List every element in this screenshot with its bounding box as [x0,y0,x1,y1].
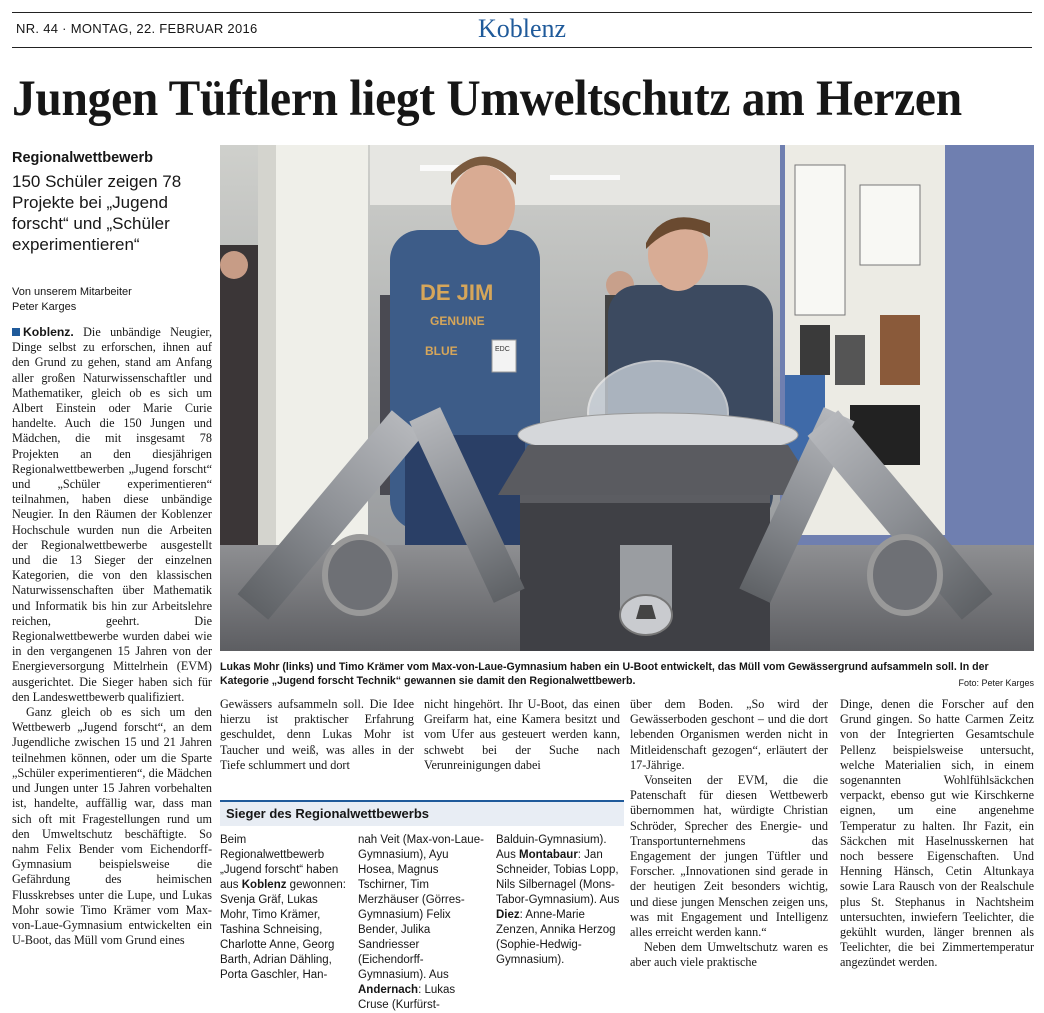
paragraph: Gewässers aufsammeln soll. Die Idee hierzu ist praktischer Erfahrung geschuldet, denn Lukas Mohr ist Taucher und weiß, was alles in der Tiefe schlummert und dort [220,697,414,772]
byline-author: Peter Karges [12,301,77,313]
shirt-print-1: DE JIM [420,280,494,305]
article-column-2 [220,697,414,773]
winners-box-title: Sieger des Regionalwettbewerbs [220,800,624,826]
winners-text: Balduin-Gymnasium). Aus [496,834,607,861]
paragraph-text: Die unbändige Neugier, Dinge selbst zu erforschen, ihnen auf den Grund zu gehen, stand am Anfang aller großen Naturwissenschaftler und Mathematiker, gleich ob es sich um Albert Einstein oder Marie Curie handelte. Auch die 150 Jungen und Mädchen, die mit insgesamt 78 Projekten an den diesjährigen Regionalwettbewerben „Jugend forscht“ und „Schüler experimentieren“ teilnahmen, haben diese unbändige Neugier. In den Räumen der Koblenzer Hochschule wurden nun die Arbeiten der Regionalwettbewerbe ausgestellt und die 13 Sieger der einzelnen Kategorien, die von den klassischen Naturwissenschaften über Mathematik und Informatik bis hin zur Arbeitslehre reichen, geehrt. Die Regionalwettbewerbe wurden dabei wie in den vergangenen 15 Jahren von der Energieversorgung Mittelrhein (EVM) ausgerichtet. Die Sieger haben sich für den Landeswettbewerb qualifiziert. [12,325,212,704]
subheadline: 150 Schüler zeigen 78 Projekte bei „Jugend forscht“ und „Schüler experimentieren“ [12,172,182,254]
paragraph: über dem Boden. „So wird der Gewässerboden geschont – und die dort lebenden Organismen werden nicht in Mitleidenschaft gezogen“, erläutert der 17-Jährige. [630,697,828,772]
winners-text: : Anne-Marie Zenzen, Annika Herzog (Sophie-Hedwig-Gymnasium). [496,909,616,966]
issue-line: NR. 44 · MONTAG, 22. FEBRUAR 2016 [16,21,258,36]
winners-city: Koblenz [241,879,287,891]
kicker: Regionalwettbewerb [12,150,153,166]
shirt-print-2: GENUINE [430,314,485,328]
winners-text: Beim Regionalwettbewerb „Jugend forscht“ haben aus [220,834,339,891]
winners-text: nah Veit (Max-von-Laue-Gymnasium), Ayu Hosea, Magnus Tschirner, Tim Merzhäuser (Görres-Gymnasium) Felix Bender, Julika Sandriesser (Eichendorff-Gymnasium). Aus [358,834,484,981]
photo-credit: Foto: Peter Karges [958,678,1034,688]
paragraph: nicht hingehört. Ihr U-Boot, das einen Greifarm hat, eine Kamera besitzt und vom Ufer aus gesteuert werden kann, schwebt bei der Suche nach Verunreinigungen dabei [424,697,620,772]
article-column-4 [630,697,828,971]
paragraph: Vonseiten der EVM, die die Patenschaft für diesen Wettbewerb übernommen hat, würdigte Christian Schröder, Sprecher des Energie- und Transportunternehmens das Engagement der jungen Tüftler und Forscher. „Innovationen sind gerade in der heutigen Zeit besonders wichtig, und diese jungen Menschen zeigen uns, was mit Engagement und Intelligenz alles erreicht werden kann.“ [630,773,828,940]
photo-caption: Lukas Mohr (links) und Timo Krämer vom Max-von-Laue-Gymnasium haben ein U-Boot entwickelt, das Müll vom Gewässergrund aufsammeln soll. In der Kategorie „Jugend forscht Technik“ gewannen sie damit den Regionalwettbewerb. [220,661,989,687]
winners-column-3 [496,833,624,968]
winners-city: Andernach [358,984,419,996]
article-photo [220,145,1034,651]
article-column-5 [840,697,1034,971]
headline: Jungen Tüftlern liegt Umweltschutz am Herzen [12,71,962,127]
paragraph [12,325,212,705]
shirt-print-3: BLUE [425,344,458,358]
dateline: Koblenz. [23,325,74,339]
winners-text: : Lukas Cruse (Kurfürst- [358,984,456,1011]
article-column-1 [12,325,212,948]
article-column-3 [424,697,620,773]
winners-column-1 [220,833,348,983]
winners-text: : Jan Schneider, Tobias Lopp, Nils Silbernagel (Mons-Tabor-Gymnasium). Aus [496,849,620,906]
header-rule-top [12,12,1032,13]
section-title: Koblenz [477,14,567,43]
photo-illustration [220,145,1034,651]
paragraph: Neben dem Umweltschutz waren es aber auch viele praktische [630,940,828,970]
header-rule-bottom [12,47,1032,48]
winners-city: Montabaur [519,849,578,861]
winners-text: gewonnen: Svenja Gräf, Lukas Mohr, Timo Krämer, Tashina Schneising, Charlotte Anne, Georg Barth, Adrian Dähling, Porta Gaschler, Han- [220,879,346,981]
byline-line1: Von unserem Mitarbeiter [12,286,132,298]
paragraph: Ganz gleich ob es sich um den Wettbewerb „Jugend forscht“, an dem Jugendliche zwischen 15 und 21 Jahren teilnehmen können, oder um die Sparte „Schüler experimentieren“, die Mädchen und Jungen unter 15 Jahren vorbehalten ist, handelte, auffällig war, dass man sich oft mit Fragestellungen rund um den Umweltschutz beschäftigte. So nahm Felix Bender vom Eichendorff-Gymnasium beispielsweise die Gefährdung des heimischen Flusskrebses unter die Lupe, und Lukas Mohr sowie Timo Krämer vom Max-von-Laue-Gymnasium entwickelten ein U-Boot, das Müll vom Grund eines [12,705,212,948]
square-bullet-icon [12,328,20,336]
badge-text: EDC [495,346,510,353]
byline [12,285,212,315]
winners-city: Diez [496,909,520,921]
winners-column-2 [358,833,486,1013]
paragraph: Dinge, denen die Forscher auf den Grund gingen. So hatte Carmen Zeitz von der Integrierten Gesamtschule Pellenz beispielsweise untersucht, welche Materialien sich, in einem sogenannten Wohlfühlsäckchen verpackt, ebenso gut wie Kirschkerne eignen, um eine angenehme Temperatur zu halten. Ihr Fazit, ein Säckchen mit Haselnusskernen hat noch bessere Eigenschaften. Und Henning Hänsch, Cetin Altunkaya sowie Lara Rausch von der Realschule plus St. Stephanus in Nachtsheim untersuchten, inwiefern Teelichter, die gekühlt wurden, länger brennen als Teelichter, die bei Zimmertemperatur angezündet werden. [840,697,1034,970]
